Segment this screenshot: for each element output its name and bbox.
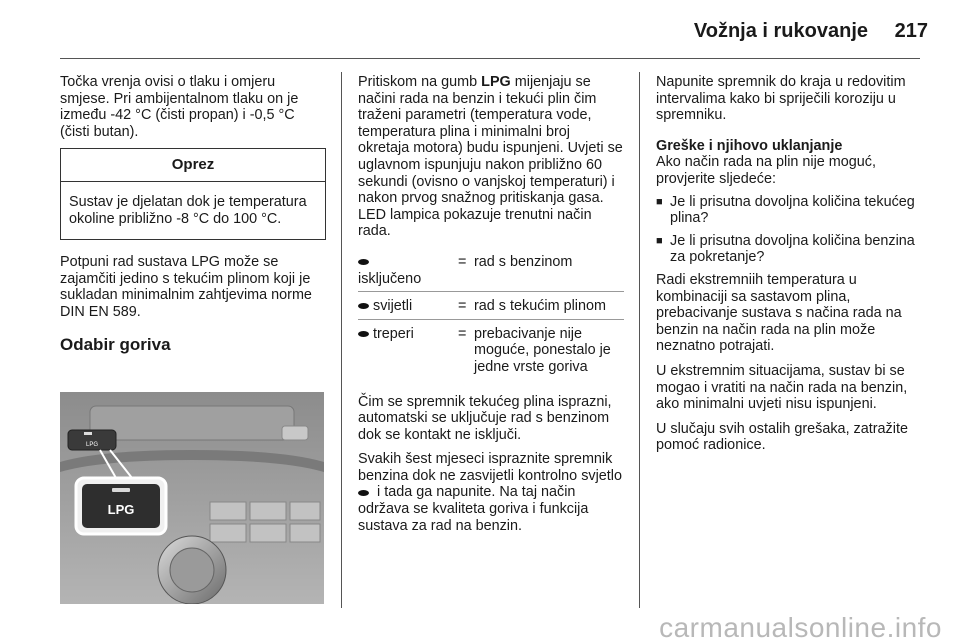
caution-title: Oprez [61, 149, 325, 182]
mode-state-text: svijetli [373, 298, 413, 315]
page-number: 217 [894, 20, 928, 42]
text-lpg-button-post: mijenjaju se načini rada na benzin i tekući plin čim traženi parametri (temperatura vode, temperatura plina i minimalni broj okretaja motora) budu ispunjeni. Uvjeti se uglavnom ispunjuju nakon približno 60 sekundi (ovisno o vanjskoj temperaturi) i nakon prvog snažnog pritiskanja gasa. LED lampica pokazuje trenutni način rada. [358, 74, 623, 240]
section-heading-fuel-selection: Odabir goriva [60, 334, 171, 354]
list-item-text: Je li prisutna dovoljna količina tekućeg plina? [670, 193, 915, 227]
column-2 [358, 74, 624, 534]
mode-equals: = [458, 319, 474, 379]
mode-state-text: isključeno [358, 270, 422, 287]
column-divider-2 [639, 72, 640, 608]
led-indicator-icon [358, 331, 369, 337]
paragraph-six-months [358, 451, 624, 534]
paragraph-lpg-button [358, 74, 624, 240]
table-row [358, 248, 624, 292]
mode-equals: = [458, 292, 474, 320]
header-divider [60, 58, 920, 59]
paragraph-check-following: Ako način rada na plin nije moguć, provjerite sljedeće: [656, 154, 876, 187]
text-six-months-pre: Svakih šest mjeseci ispraznite spremnik benzina dok ne zasvijetli kontrolno svjetlo [358, 451, 622, 484]
column-3 [656, 74, 926, 454]
mode-state-text: treperi [373, 325, 414, 342]
warning-light-icon [358, 490, 369, 496]
table-row [358, 292, 624, 320]
lpg-zoom-label: LPG [107, 502, 135, 517]
lpg-button-figure [60, 392, 324, 604]
lpg-small-button [68, 430, 116, 450]
mode-equals: = [458, 253, 467, 270]
list-item [656, 194, 926, 227]
paragraph-extreme-situations: U ekstremnim situacijama, sustav bi se mogao i vratiti na način rada na benzin, ako minimalni uvjeti nisu ispunjeni. [656, 362, 908, 413]
led-indicator-icon [358, 303, 369, 309]
paragraph-other-faults: U slučaju svih ostalih grešaka, zatražite pomoć radionice. [656, 420, 908, 454]
column-divider-1 [341, 72, 342, 608]
text-six-months-post: i tada ga napunite. Na taj način održava se kvaliteta goriva i funkcija sustava za rad na benzin. [358, 484, 589, 534]
mode-meaning: rad s tekućim plinom [474, 292, 624, 320]
table-row [358, 319, 624, 379]
mode-meaning: rad s benzinom [474, 253, 573, 270]
lpg-keyword: LPG [481, 74, 511, 90]
square-bullet-icon: ■ [656, 234, 663, 247]
paragraph-empty-tank: Čim se spremnik tekućeg plina isprazni, automatski se uključuje rad s benzinom dok se kontakt ne isključi. [358, 393, 612, 443]
lpg-zoom-button [76, 478, 166, 534]
column-1 [60, 74, 326, 353]
led-indicator-icon [358, 259, 369, 265]
page-header-title: Vožnja i rukovanje [693, 20, 868, 42]
square-bullet-icon: ■ [656, 195, 663, 208]
led-mode-table [358, 248, 624, 380]
lpg-small-label: LPG [85, 442, 99, 448]
mode-state [358, 319, 458, 379]
watermark-text: carmanualsonline.info [659, 612, 942, 643]
mode-meaning: prebacivanje nije moguće, ponestalo je jedne vrste goriva [474, 319, 624, 379]
caution-text: Sustav je djelatan dok je temperatura okoline približno -8 °C do 100 °C. [69, 193, 307, 227]
list-item-text: Je li prisutna dovoljna količina benzina za pokretanje? [670, 232, 915, 266]
paragraph-extreme-temperatures: Radi ekstremniih temperatura u kombinaciji sa sastavom plina, prebacivanje sustava s načina rada na benzin na način rada na plin može neznatno potrajati. [656, 271, 902, 355]
mode-state [358, 248, 458, 292]
paragraph-boiling-point: Točka vrenja ovisi o tlaku i omjeru smjese. Pri ambijentalnom tlaku on je između -42 °C (čisti propan) i -0,5 °C (čisti butan). [60, 74, 299, 140]
text-lpg-button-pre: Pritiskom na gumb [358, 74, 482, 90]
mode-state [358, 292, 458, 320]
caution-box [60, 148, 326, 240]
list-item [656, 233, 926, 266]
paragraph-fill-tank: Napunite spremnik do kraja u redovitim intervalima kako bi spriječili koroziju u spremniku. [656, 74, 906, 124]
heading-faults: Greške i njihovo uklanjanje [656, 137, 843, 154]
paragraph-lpg-requirement: Potpuni rad sustava LPG može se zajamčiti jedino s tekućim plinom koji je sukladan minimalnim zahtjevima norme DIN EN 589. [60, 254, 312, 320]
watermark [0, 612, 960, 644]
